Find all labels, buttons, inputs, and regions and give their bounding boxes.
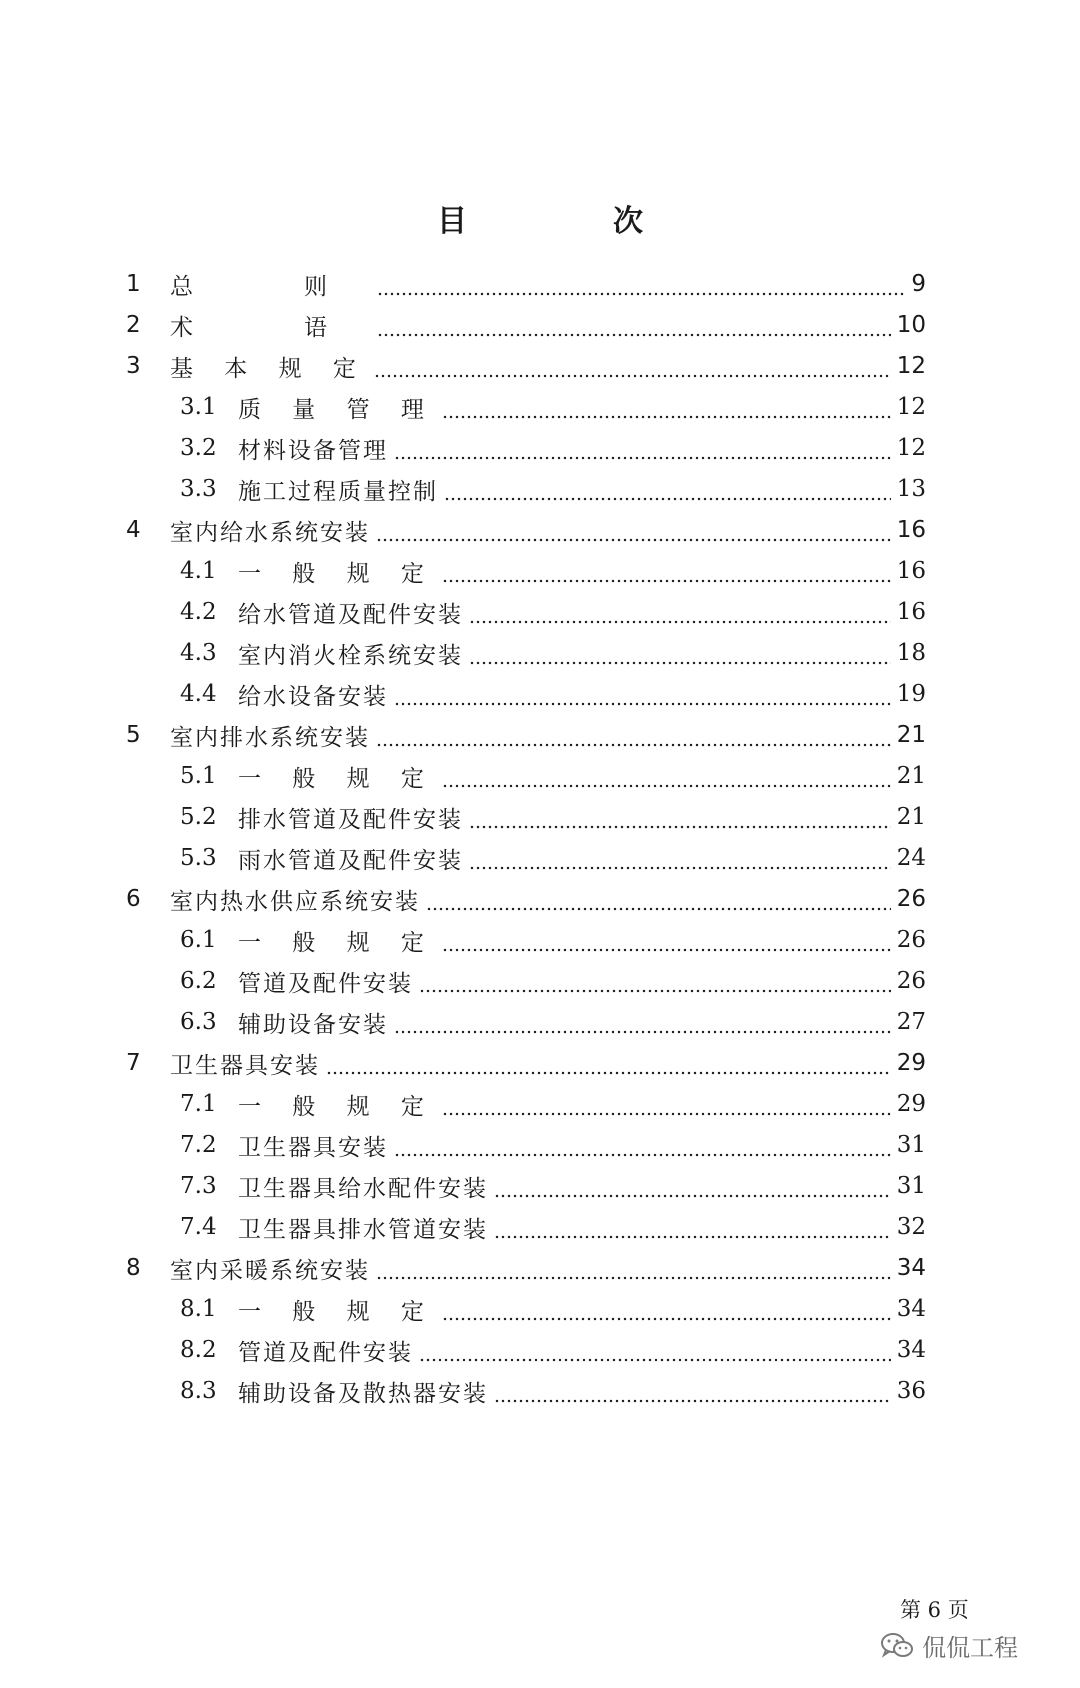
toc-entry-page: 31	[896, 1173, 926, 1199]
toc-entry-label: 卫生器具安装	[170, 1052, 320, 1079]
toc-entry-page: 13	[896, 476, 926, 502]
toc-entry-label: 卫生器具给水配件安装	[238, 1175, 488, 1202]
toc-entry[interactable]	[180, 1082, 926, 1126]
dot-leader	[376, 713, 891, 757]
toc-entry[interactable]	[126, 262, 926, 306]
toc-entry[interactable]	[180, 1000, 926, 1044]
toc-entry[interactable]	[180, 426, 926, 470]
dot-leader	[442, 754, 891, 798]
toc-entry-page: 34	[896, 1337, 926, 1363]
toc-entry-number: 8.2	[180, 1337, 217, 1363]
toc-entry-page: 16	[896, 558, 926, 584]
toc-entry-label: 室内消火栓系统安装	[238, 642, 463, 669]
toc-entry-label: 质 量 管 理	[238, 396, 436, 423]
toc-entry-number: 4.2	[180, 599, 217, 625]
toc-entry-page: 34	[896, 1296, 926, 1322]
toc-entry-page: 26	[896, 886, 926, 912]
dot-leader	[374, 344, 891, 388]
toc-entry-number: 5.2	[180, 804, 217, 830]
toc-entry-page: 21	[896, 722, 926, 748]
toc-entry[interactable]	[180, 918, 926, 962]
dot-leader	[376, 508, 891, 552]
toc-entry-number: 3	[126, 353, 141, 379]
toc-entry-page: 34	[896, 1255, 926, 1281]
toc-entry-number: 3.2	[180, 435, 217, 461]
dot-leader	[377, 262, 905, 306]
toc-entry-page: 29	[896, 1050, 926, 1076]
toc-entry-label: 一 般 规 定	[238, 1093, 436, 1120]
dot-leader	[469, 590, 891, 634]
toc-entry-number: 4.4	[180, 681, 217, 707]
toc-entry-number: 1	[126, 271, 141, 297]
dot-leader	[394, 426, 891, 470]
toc-entry[interactable]	[126, 344, 926, 388]
dot-leader	[494, 1369, 891, 1413]
dot-leader	[326, 1041, 891, 1085]
toc-entry[interactable]	[180, 1205, 926, 1249]
toc-entry-label: 一 般 规 定	[238, 765, 436, 792]
toc-entry-number: 3.3	[180, 476, 217, 502]
toc-entry[interactable]	[126, 1041, 926, 1085]
toc-entry-number: 4	[126, 517, 141, 543]
dot-leader	[442, 1287, 891, 1331]
toc-entry-number: 4.1	[180, 558, 217, 584]
toc-entry-number: 6.3	[180, 1009, 217, 1035]
toc-entry-label: 基 本 规 定	[170, 355, 368, 382]
toc-entry-label: 卫生器具安装	[238, 1134, 388, 1161]
toc-entry-label: 术 语	[170, 314, 371, 341]
toc-entry-label: 辅助设备安装	[238, 1011, 388, 1038]
toc-entry[interactable]	[180, 1123, 926, 1167]
toc-entry-number: 7.3	[180, 1173, 217, 1199]
toc-entry-number: 8.1	[180, 1296, 217, 1322]
toc-entry-number: 7.2	[180, 1132, 217, 1158]
toc-entry-page: 18	[896, 640, 926, 666]
toc-entry-label: 排水管道及配件安装	[238, 806, 463, 833]
page-title: 目 次	[437, 204, 701, 239]
toc-entry-number: 7.1	[180, 1091, 217, 1117]
toc-entry-label: 管道及配件安装	[238, 1339, 413, 1366]
dot-leader	[494, 1164, 891, 1208]
dot-leader	[442, 385, 891, 429]
toc-entry-number: 7.4	[180, 1214, 217, 1240]
toc-entry-number: 4.3	[180, 640, 217, 666]
dot-leader	[419, 959, 891, 1003]
toc-entry-label: 给水管道及配件安装	[238, 601, 463, 628]
toc-entry-page: 27	[896, 1009, 926, 1035]
toc-entry-number: 8	[126, 1255, 141, 1281]
toc-entry-page: 16	[896, 517, 926, 543]
toc-entry-number: 6	[126, 886, 141, 912]
dot-leader	[469, 631, 891, 675]
dot-leader	[426, 877, 891, 921]
toc-entry[interactable]	[180, 1164, 926, 1208]
toc-entry-number: 5.3	[180, 845, 217, 871]
toc-entry-number: 6.2	[180, 968, 217, 994]
toc-entry-page: 31	[896, 1132, 926, 1158]
dot-leader	[442, 918, 891, 962]
toc-entry-label: 卫生器具排水管道安装	[238, 1216, 488, 1243]
toc-entry-label: 雨水管道及配件安装	[238, 847, 463, 874]
toc-entry-page: 12	[896, 394, 926, 420]
toc-entry-label: 材料设备管理	[238, 437, 388, 464]
toc-entry-page: 12	[896, 353, 926, 379]
dot-leader	[419, 1328, 891, 1372]
dot-leader	[469, 795, 891, 839]
wechat-icon	[880, 1632, 914, 1660]
watermark-text: 侃侃工程	[922, 1634, 1018, 1662]
toc-entry-label: 一 般 规 定	[238, 929, 436, 956]
toc-entry-label: 室内采暖系统安装	[170, 1257, 370, 1284]
toc-entry-number: 3.1	[180, 394, 217, 420]
toc-entry-number: 6.1	[180, 927, 217, 953]
toc-entry-label: 给水设备安装	[238, 683, 388, 710]
toc-entry-label: 室内排水系统安装	[170, 724, 370, 751]
toc-entry[interactable]	[180, 836, 926, 880]
toc-entry-number: 5.1	[180, 763, 217, 789]
toc-entry[interactable]	[180, 1328, 926, 1372]
dot-leader	[444, 467, 891, 511]
dot-leader	[377, 303, 891, 347]
dot-leader	[442, 549, 891, 593]
toc-entry-page: 21	[896, 804, 926, 830]
toc-entry-label: 辅助设备及散热器安装	[238, 1380, 488, 1407]
toc-entry-page: 21	[896, 763, 926, 789]
toc-entry[interactable]	[180, 549, 926, 593]
toc-entry-number: 2	[126, 312, 141, 338]
toc-entry-number: 7	[126, 1050, 141, 1076]
toc-entry[interactable]	[180, 754, 926, 798]
dot-leader	[376, 1246, 891, 1290]
toc-entry[interactable]	[180, 1369, 926, 1413]
watermark	[880, 1628, 1018, 1663]
toc-entry-page: 36	[896, 1378, 926, 1404]
toc-entry[interactable]	[180, 672, 926, 716]
toc-entry[interactable]	[180, 385, 926, 429]
toc-entry[interactable]	[180, 467, 926, 511]
toc-entry-label: 室内给水系统安装	[170, 519, 370, 546]
toc-entry[interactable]	[180, 590, 926, 634]
dot-leader	[469, 836, 891, 880]
toc-entry[interactable]	[126, 713, 926, 757]
toc-entry-label: 一 般 规 定	[238, 1298, 436, 1325]
dot-leader	[394, 1000, 891, 1044]
dot-leader	[394, 672, 891, 716]
toc-entry-page: 12	[896, 435, 926, 461]
toc-entry[interactable]	[126, 303, 926, 347]
toc-entry-page: 26	[896, 927, 926, 953]
toc-entry-page: 32	[896, 1214, 926, 1240]
toc-entry-page: 24	[896, 845, 926, 871]
toc-entry-label: 管道及配件安装	[238, 970, 413, 997]
toc-entry-label: 施工过程质量控制	[238, 478, 438, 505]
toc-entry-page: 29	[896, 1091, 926, 1117]
toc-entry-page: 16	[896, 599, 926, 625]
toc-entry[interactable]	[180, 959, 926, 1003]
toc-entry-page: 26	[896, 968, 926, 994]
toc-entry[interactable]	[180, 1287, 926, 1331]
dot-leader	[442, 1082, 891, 1126]
toc-entry-page: 10	[896, 312, 926, 338]
toc-entry[interactable]	[126, 877, 926, 921]
toc-entry-label: 一 般 规 定	[238, 560, 436, 587]
toc-entry-label: 室内热水供应系统安装	[170, 888, 420, 915]
toc-entry[interactable]	[126, 508, 926, 552]
toc-entry-number: 8.3	[180, 1378, 217, 1404]
toc-entry[interactable]	[180, 631, 926, 675]
dot-leader	[394, 1123, 891, 1167]
toc-entry-label: 总 则	[170, 273, 371, 300]
dot-leader	[494, 1205, 891, 1249]
page-number: 第 6 页	[900, 1598, 969, 1622]
toc-entry-page: 9	[911, 271, 926, 297]
toc-entry-page: 19	[896, 681, 926, 707]
toc-entry[interactable]	[180, 795, 926, 839]
toc-entry[interactable]	[126, 1246, 926, 1290]
toc-entry-number: 5	[126, 722, 141, 748]
